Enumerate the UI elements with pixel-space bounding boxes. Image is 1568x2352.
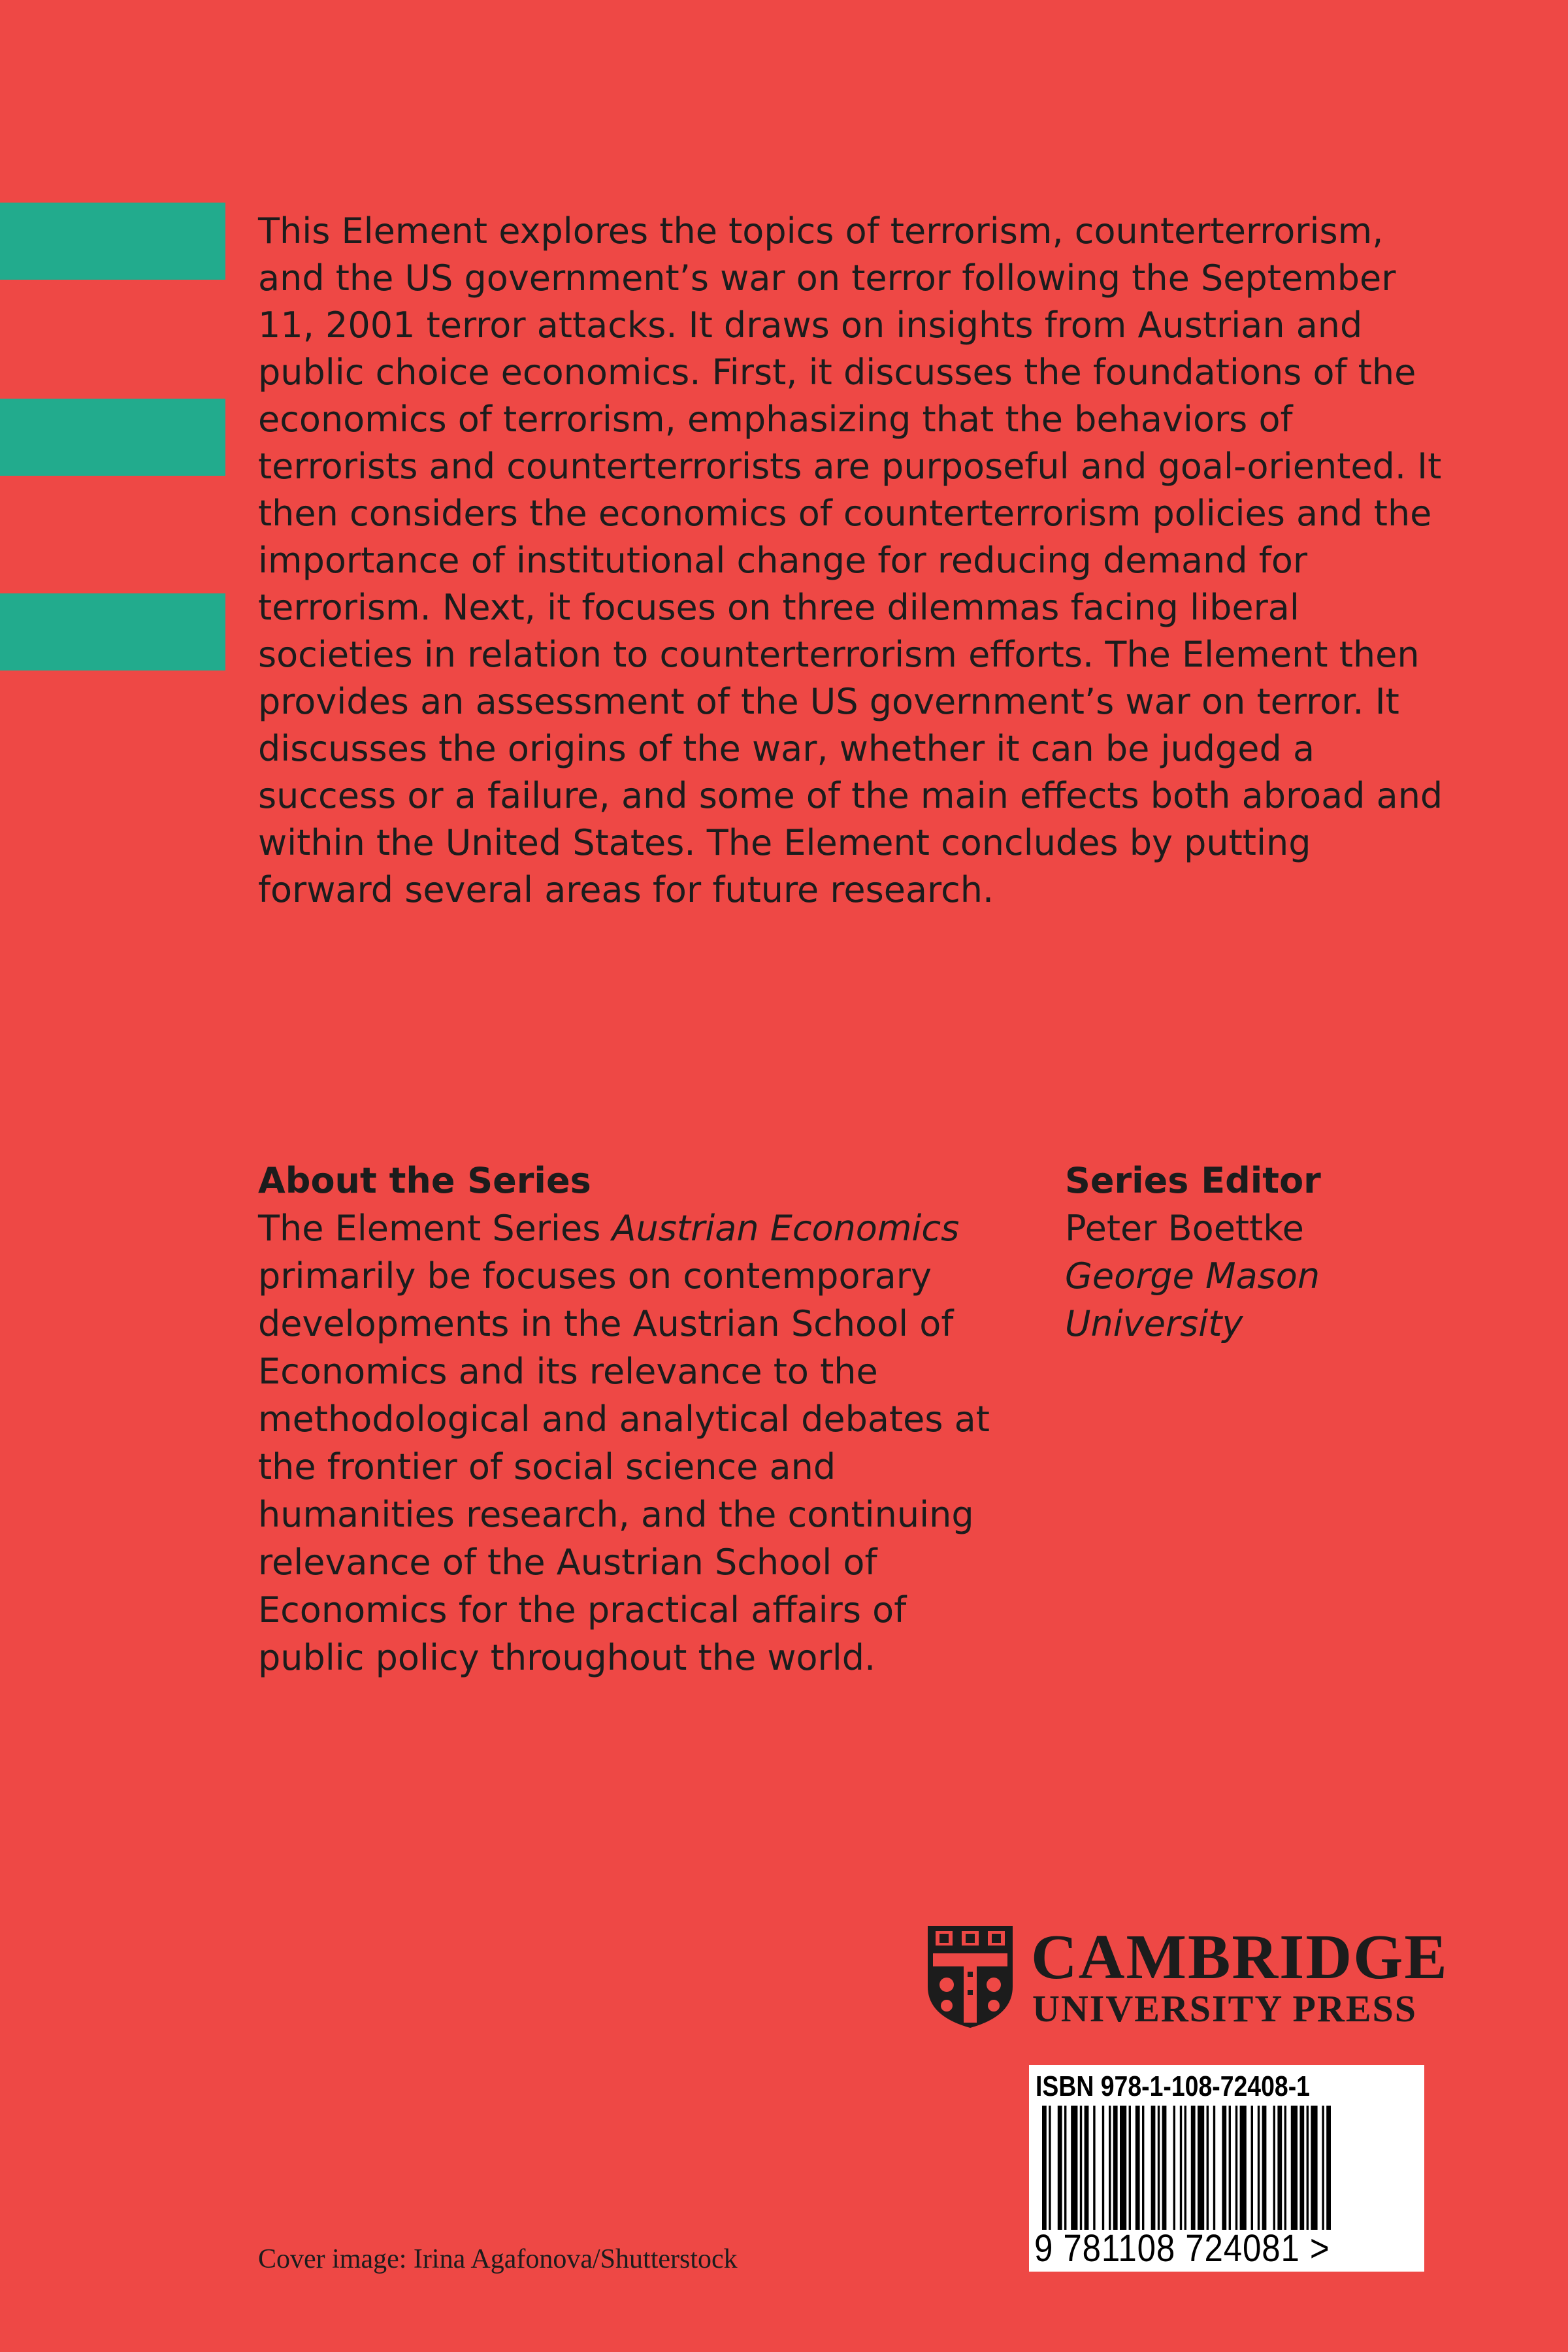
barcode-bar xyxy=(1064,2106,1066,2230)
barcode-bar xyxy=(1240,2106,1247,2230)
barcode-bar xyxy=(1085,2106,1089,2230)
barcode-bar xyxy=(1093,2106,1095,2230)
about-series-text-start: The Element Series xyxy=(258,1208,612,1249)
barcode-bars xyxy=(1042,2106,1411,2230)
barcode-bar xyxy=(1151,2106,1156,2230)
barcode-bar xyxy=(1142,2106,1144,2230)
barcode-bar xyxy=(1058,2106,1062,2230)
series-editor-section xyxy=(1065,1157,1457,1348)
isbn-barcode xyxy=(1029,2065,1424,2272)
barcode-bar xyxy=(1326,2106,1331,2230)
barcode-bar xyxy=(1277,2106,1282,2230)
barcode-bar xyxy=(1102,2106,1104,2230)
barcode-bar xyxy=(1184,2106,1186,2230)
barcode-bar xyxy=(1080,2106,1082,2230)
publisher-name: CAMBRIDGE xyxy=(1031,1922,1448,1993)
about-series-text-end: primarily be focuses on contemporary developments in the Austrian School of Economics and its relevance to the methodological and analytical debates at the frontier of social science and humanities research, and the continuing relevance of the Austrian School of Economics for the practical affairs of public policy throughout the world. xyxy=(258,1255,990,1678)
barcode-bar xyxy=(1049,2106,1051,2230)
barcode-bar xyxy=(1109,2106,1111,2230)
barcode-bar xyxy=(1129,2106,1131,2230)
about-series-text xyxy=(258,1204,1009,1681)
about-series-section xyxy=(258,1157,1009,1681)
barcode-bar xyxy=(1291,2106,1298,2230)
barcode-bar xyxy=(1071,2106,1077,2230)
decorative-stripe-1 xyxy=(0,203,225,280)
cambridge-shield-icon xyxy=(926,1925,1014,2029)
barcode-bar xyxy=(1262,2106,1267,2230)
barcode-bar xyxy=(1120,2106,1126,2230)
editor-affiliation: George Mason University xyxy=(1065,1255,1320,1344)
barcode-bar xyxy=(1299,2106,1304,2230)
isbn-label: ISBN 978-1-108-72408-1 xyxy=(1036,2070,1310,2102)
barcode-bar xyxy=(1258,2106,1260,2230)
abstract-text: This Element explores the topics of terrorism, counterterrorism, and the US government’s war on terror following the September 11, 2001 terror attacks. It draws on insights from Austrian and public choice economics. First, it discusses the foundations of the economics of terrorism, emphasizing that the behaviors of terrorists and counterterrorists are purposeful and goal-oriented. It then considers the economics of counterterrorism policies and the importance of institutional change for reducing demand for terrorism. Next, it focuses on three dilemmas facing liberal societies in relation to counterterrorism efforts. The Element then provides an assessment of the US government’s war on terror. It discusses the origins of the war, whether it can be judged a success or a failure, and some of the main effects both abroad and within the United States. The Element concludes by putting forward several areas for future research. xyxy=(258,210,1443,910)
cambridge-logo xyxy=(926,1922,1448,2030)
barcode-bar xyxy=(1307,2106,1309,2230)
barcode-bar xyxy=(1311,2106,1317,2230)
barcode-bar xyxy=(1180,2106,1182,2230)
barcode-bar xyxy=(1273,2106,1275,2230)
barcode-bar xyxy=(1158,2106,1160,2230)
cover-image-credit: Cover image: Irina Agafonova/Shutterstock xyxy=(258,2244,738,2274)
series-editor-heading: Series Editor xyxy=(1065,1160,1321,1201)
barcode-bar xyxy=(1222,2106,1226,2230)
barcode-bar xyxy=(1198,2106,1204,2230)
barcode-bar xyxy=(1162,2106,1167,2230)
barcode-bar xyxy=(1229,2106,1231,2230)
barcode-bar xyxy=(1284,2106,1286,2230)
barcode-bar xyxy=(1235,2106,1237,2230)
barcode-bar xyxy=(1251,2106,1253,2230)
decorative-stripe-2 xyxy=(0,399,225,476)
barcode-bar xyxy=(1135,2106,1140,2230)
publisher-subtitle: UNIVERSITY PRESS xyxy=(1032,1987,1418,2030)
barcode-bar xyxy=(1113,2106,1118,2230)
barcode-bar xyxy=(1213,2106,1215,2230)
decorative-stripe-3 xyxy=(0,593,225,671)
barcode-digits: 9 781108 724081 > xyxy=(1034,2227,1330,2270)
about-series-heading: About the Series xyxy=(258,1160,591,1201)
barcode-bar xyxy=(1322,2106,1324,2230)
editor-name: Peter Boettke xyxy=(1065,1208,1304,1249)
barcode-bar xyxy=(1207,2106,1209,2230)
barcode-bar xyxy=(1042,2106,1047,2230)
barcode-bar xyxy=(1173,2106,1175,2230)
barcode-bar xyxy=(1191,2106,1196,2230)
series-name: Austrian Economics xyxy=(612,1208,960,1249)
